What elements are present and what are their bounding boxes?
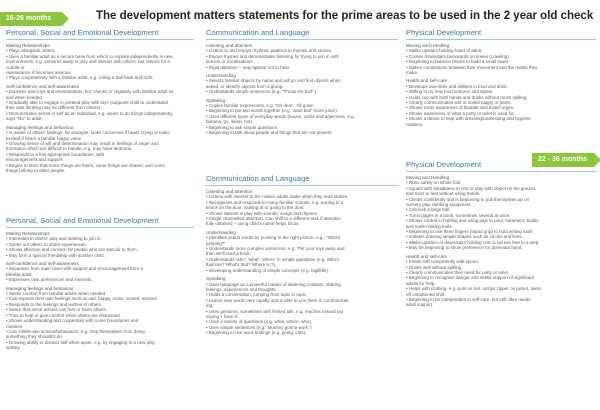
statement-line: actions or vocalisations. (206, 59, 254, 65)
heading-divider (6, 39, 194, 40)
pd-16-26-block (406, 28, 596, 148)
statement-line: • Beginning to put two words together (e.g. 'want ball' 'more juice'). (206, 108, 339, 114)
heading-divider (6, 227, 194, 228)
statement-line: • Seeks out others to share experiences. (6, 241, 87, 247)
statement-line: • Uses a variety of questions (e.g. what, where, who). (206, 319, 313, 325)
statement-line: • Turns pages in a book, sometimes several at once. (406, 212, 511, 218)
statement-line: • Imitates drawing simple shapes such as circles and lines. (406, 234, 523, 240)
statement-line: • Growing ability to distract self when upset, e.g. by engaging in a new play (6, 339, 155, 345)
statement-line: • Beginning to balance blocks to build a small tower. (406, 59, 510, 65)
section (206, 98, 398, 136)
statement-line: • Learns new words very rapidly and is able to use them in communicat- (206, 297, 350, 303)
section-title: Understanding (206, 73, 236, 79)
statement-line: • Is aware of others' feelings, for example, looks concerned if hears crying or looks (6, 130, 170, 136)
statement-line: adults for help. (406, 280, 436, 286)
statement-line: • Expresses own preferences and interests. (6, 277, 93, 283)
statement-line: • Recognises and responds to many familiar sounds, e.g. turning to a (206, 199, 344, 205)
section-title: Moving and Handling (406, 43, 450, 48)
statement-line: off unbuttoned shirt. (406, 291, 446, 297)
statement-line: fully obtained – using child's name helps focus. (206, 221, 300, 227)
heading-divider (406, 39, 596, 40)
statement-line: • Can inhibit own actions/behaviours, e.g. stop themselves from doing (6, 328, 145, 334)
statement-line: • Aware that some actions can hurt or harm others. (6, 307, 108, 313)
section-title: Moving and Handling (406, 175, 450, 180)
section (6, 261, 194, 283)
statement-line: banana, go, sleep, hot). (206, 119, 254, 125)
statement-line: • Can express their own feelings such as sad, happy, cross, scared, worried. (6, 296, 158, 302)
statement-line: • Gradually able to engage in pretend play with toys (supports child to understand (6, 100, 168, 106)
statement-line: • Uses different types of everyday words (nouns, verbs and adjectives, e.g. (206, 113, 355, 119)
statement-line: then we'll read a book.' (206, 251, 252, 257)
statement-line: activity. (6, 345, 21, 351)
statement-line: • Willing to try new food textures and tastes. (406, 89, 494, 95)
statement-line: • Shows awareness of what a potty or toilet is used for. (406, 110, 515, 116)
statement-line: cuddle or (6, 64, 25, 70)
page-title: The development matters statements for the prime areas to be used in the 2 year old check (96, 10, 594, 22)
statement-line: • Clearly communicates wet or soiled nappy or pants. (406, 100, 512, 106)
section (206, 276, 398, 335)
statement-line: • Rigid attention – may appear not to hear. (206, 64, 291, 70)
statement-line: • Uses gestures, sometimes with limited talk, e.g. reaches toward toy, (206, 308, 344, 314)
statement-line: frustration which are difficult to handle, e.g. may have tantrums. (6, 146, 133, 152)
statement-line: • Responds to the feelings and wishes of others. (6, 301, 103, 307)
section-title: Health and self-care (406, 253, 448, 259)
statement-line: asked, or identify objects from a group. (206, 83, 284, 89)
statement-line: • Interested in others' play and starting to join in. (6, 236, 102, 242)
statement-line: • Begins to learn that some things are theirs, some things are shared, and some (6, 162, 165, 168)
statement-line: • Beginning to be independent in self-care, but still often needs (406, 296, 531, 302)
section (6, 43, 194, 81)
section-title: Listening and attention (206, 43, 253, 48)
statement-line: • Develops own likes and dislikes in food and drink. (406, 83, 508, 89)
statement-line: • Seeks comfort from familiar adults when needed. (6, 291, 107, 297)
statement-line: knock on the door, looking at or going to the door. (206, 205, 305, 211)
statement-line: jumping?" (206, 240, 226, 246)
statement-line: • Identifies action words by pointing to the right picture, e.g., "Who's (206, 235, 341, 241)
section-title: Understanding (206, 229, 236, 235)
heading-divider (206, 39, 398, 40)
statement-line: • Growing sense of will and determination may result in feelings of anger and (6, 140, 159, 146)
statement-line: • Clearly communicates their need for potty or toilet. (406, 269, 510, 275)
statement-line: that/can? What's that? Where is.?). (206, 262, 277, 268)
psed-22-36-block (6, 216, 194, 406)
statement-line: • Understands 'who', 'what', 'where' in simple questions (e.g. Who's (206, 256, 340, 262)
statement-line: • Explores new toys and environments, but 'checks in' regularly with familiar adult as (6, 89, 174, 95)
statement-line: • Uses a familiar adult as a secure base from which to explore independently in new (6, 53, 173, 59)
statement-line: • Responds to a few appropriate boundaries, with (6, 151, 105, 157)
age-tab-22-36: 22 - 36 months (532, 153, 594, 167)
statement-line: • Shows understanding and cooperates with some boundaries and (6, 318, 139, 324)
statement-line: encouragement and support. (6, 157, 64, 163)
psed-16-26-block (6, 28, 194, 176)
statement-line: • Can kick a large ball. (406, 207, 451, 213)
age-tab-16-26: 16-26 months (0, 12, 62, 26)
statement-line: environments, e.g. ventures away to play and interact with others, but returns for a (6, 59, 170, 65)
statement-line: • Single channelled attention. Can shift to a different task if attention (206, 216, 341, 222)
statement-line: • Uses simple sentences (e.g.' Mummy gonna work.') (206, 324, 312, 330)
statement-line: • Separates from main carer with support and encouragement from a (6, 266, 143, 272)
statement-line: • Runs safely on whole foot. (406, 180, 462, 186)
statement-line: • Beginning to recognise danger and seeks support of significant (406, 275, 535, 281)
section (206, 230, 398, 273)
section-title: Managing feelings and behaviour (6, 285, 74, 291)
statement-line: adult support. (406, 302, 434, 308)
statement-line: • Understands simple sentences (e.g. "Throw the ball".) (206, 89, 317, 95)
statement-line: ing. (206, 303, 214, 309)
statement-line: says "No" to adult. (6, 116, 43, 122)
statement-line: • Copies familiar expressions, e.g. 'Oh dear', 'All gone'. (206, 103, 315, 109)
statement-line: feelings, experiences and thoughts. (206, 286, 277, 292)
section (206, 43, 398, 70)
section (6, 125, 194, 174)
statement-line: saying 'I have it'. (206, 313, 239, 319)
block-heading: Communication and Language (206, 174, 310, 183)
section (206, 73, 398, 95)
statement-line: • Climbs confidently and is beginning to pull themselves up on (406, 196, 530, 202)
statement-line: • Helps with clothing, e.g. puts on hat, unzips zipper on jacket, takes (406, 286, 542, 292)
statement-line: excited if hears a familiar happy voice. (6, 135, 83, 141)
statement-line: • May form a special friendship with another child. (6, 252, 105, 258)
section (406, 175, 596, 251)
section-title: Speaking (206, 276, 226, 282)
statement-line: their own thinking may be different from others). (6, 105, 102, 111)
statement-line: • Shows affection and concern for people who are special to them. (6, 247, 138, 253)
statement-line: • Uses language as a powerful means of widening contacts, sharing (206, 281, 341, 287)
statement-line: • Plays alongside others. (6, 48, 56, 54)
statement-line: • Comes downstairs backwards on knees (crawling). (406, 53, 511, 59)
block-heading: Personal, Social and Emotional Development (6, 216, 159, 225)
statement-line: • Tries to help or give comfort when others are distressed. (6, 312, 121, 318)
statement-line: reassurance if becomes anxious. (6, 70, 72, 76)
statement-line: • Listens with interest to the noises adults make when they read stories. (206, 194, 349, 200)
pd-22-36-block (406, 160, 596, 406)
block-heading: Physical Development (406, 160, 482, 169)
statement-line: • Shows interest in play with sounds, songs and rhymes. (206, 210, 319, 216)
statement-line: • Shows some awareness of bladder and bowel urges. (406, 105, 515, 111)
statement-line: familiar adult. (6, 271, 33, 277)
section (406, 78, 596, 127)
statement-line: • Holds cup with both hands and drinks without much spilling. (406, 94, 528, 100)
statement-line: make. (406, 70, 419, 76)
statement-line: • Understands more complex sentences, e.g. 'Put your toys away and (206, 246, 345, 252)
statement-line: • Selects familiar objects by name and will go and find objects when (206, 78, 341, 84)
section (406, 43, 596, 75)
statement-line: and rises to feet without using hands. (406, 191, 481, 197)
cl-22-36-block (206, 174, 398, 406)
section-title: Managing feelings and behaviour (6, 124, 74, 130)
section-title: Self-confidence and self-awareness (6, 83, 79, 89)
block-heading: Physical Development (406, 28, 482, 37)
section (6, 84, 194, 122)
section-title: Speaking (206, 97, 226, 103)
section (6, 231, 194, 258)
statement-line: and when needed. (6, 94, 44, 100)
section-title: Listening and attention (206, 189, 253, 194)
section-title: Making Relationships (6, 43, 50, 48)
heading-divider (206, 185, 398, 186)
section (406, 254, 596, 308)
statement-line: • Beginning to use three fingers (tripod grip) to hold writing tools (406, 229, 533, 235)
section-title: Making Relationships (6, 231, 50, 236)
statement-line: things belong to other people. (6, 167, 66, 173)
statement-line: • Beginning to ask simple questions. (206, 124, 279, 130)
cl-16-26-block (206, 28, 398, 173)
section (6, 286, 194, 351)
section (206, 189, 398, 227)
statement-line: • Demonstrates sense of self as an individual, e.g. wants to do things independently, (6, 110, 174, 116)
section-title: Self-confidence and self-awareness (6, 261, 79, 267)
statement-line: and mark-making tools. (406, 223, 453, 229)
statement-line: • Shows a desire to help with dressing/undressing and hygiene (406, 116, 531, 122)
block-heading: Communication and Language (206, 28, 310, 37)
statement-line: • Enjoys rhymes and demonstrates listening by trying to join in with (206, 53, 339, 59)
statement-line: • Feeds self competently with spoon. (406, 259, 480, 265)
statement-line: • May be beginning to show preference for dominant hand. (406, 245, 523, 251)
section-title: Health and self-care (406, 78, 448, 84)
block-heading: Personal, Social and Emotional Development (6, 28, 159, 37)
statement-line: • Walks upstairs or downstairs holding onto a rail two feet to a step. (406, 239, 540, 245)
statement-line: • Squats with steadiness to rest or play with object on the ground, (406, 185, 537, 191)
statement-line: • Walks upstairs holding hand of adult. (406, 48, 483, 54)
statement-line: • Holds a conversation, jumping from topic to topic. (206, 292, 308, 298)
statement-line: • Shows control in holding and using jugs to pour, hammers, books (406, 218, 539, 224)
statement-line: nursery play climbing equipment. (406, 202, 472, 208)
statement-line: routines. (406, 121, 424, 127)
statement-line: • Drinks well without spilling. (406, 264, 463, 270)
statement-line: • Beginning to talk about people and things that are not present. (206, 130, 333, 136)
statement-line: • Makes connections between their movement and the marks they (406, 64, 538, 70)
statement-line: • Listens to and enjoys rhythmic patterns in rhymes and stories. (206, 48, 333, 54)
heading-divider (406, 171, 596, 172)
statement-line: • Beginning to use word endings (e.g. going, cats). (206, 330, 307, 336)
statement-line: • Developing understanding of simple concepts (e.g. big/little). (206, 267, 330, 273)
statement-line: routines. (6, 323, 24, 329)
statement-line: something they shouldn't do. (6, 334, 64, 340)
statement-line: • Plays cooperatively with a familiar adult, e.g. rolling a ball back and forth. (6, 75, 154, 81)
